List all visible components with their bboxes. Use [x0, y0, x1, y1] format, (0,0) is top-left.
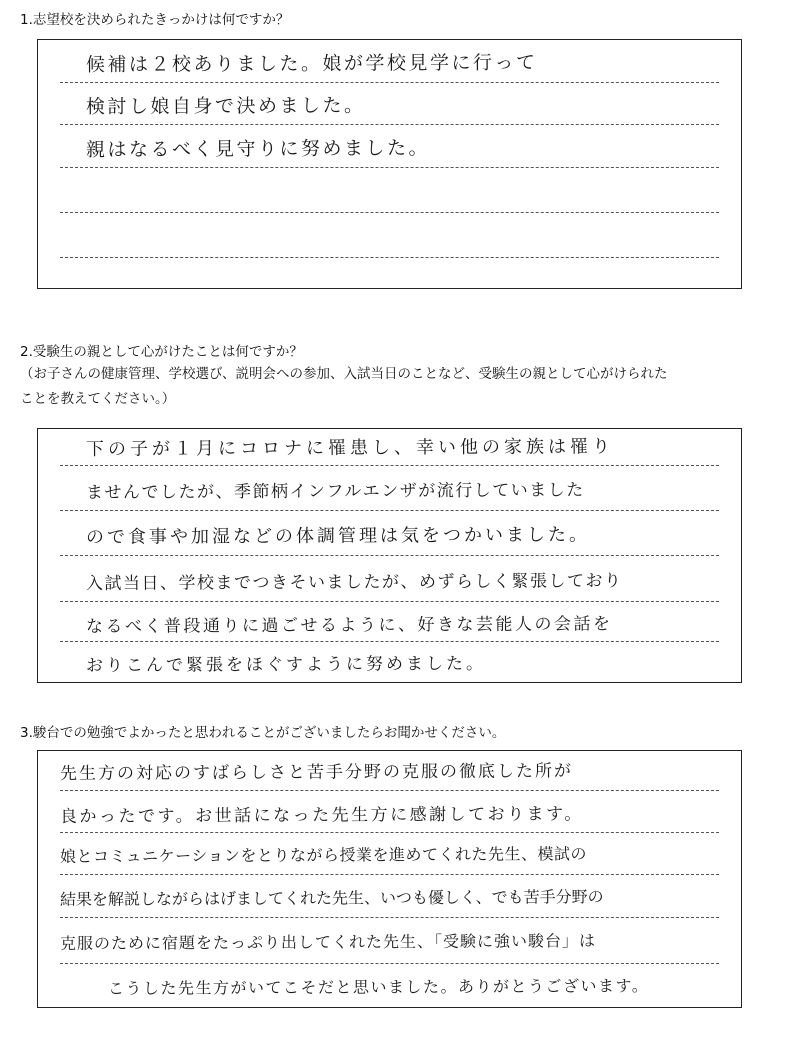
handwritten-answer-line: 入試当日、学校までつきそいましたが、めずらしく緊張しており	[85, 571, 623, 594]
answer-line	[60, 790, 719, 791]
question-1: 1.志望校を決められたきっかけは何ですか？	[20, 12, 290, 28]
answer-line	[60, 601, 719, 602]
answer-line	[60, 465, 719, 466]
handwritten-answer-line: 検討し娘自身で決めました。	[85, 94, 366, 119]
question-2-note-continued: ことを教えてください。）	[20, 391, 176, 407]
answer-box-1	[37, 39, 742, 289]
handwritten-answer-line: 結果を解説しながらはげましてくれた先生、いつも優しく、でも苦手分野の	[59, 887, 604, 909]
answer-line	[60, 963, 719, 964]
handwritten-answer-line: 候補は２校ありました。娘が学校見学に行って	[85, 51, 538, 77]
handwritten-answer-line: 下の子が１月にコロナに罹患し、幸い他の家族は罹り	[85, 436, 614, 460]
handwritten-answer-line: おりこんで緊張をほぐすように努めました。	[85, 653, 486, 676]
handwritten-answer-line: こうした先生方がいてこそだと思いました。ありがとうございます。	[107, 976, 650, 998]
answer-line	[60, 917, 719, 918]
answer-line	[60, 555, 719, 556]
answer-line	[60, 257, 719, 258]
answer-line	[60, 874, 719, 875]
answer-box-2	[37, 428, 742, 683]
answer-line	[60, 82, 719, 83]
handwritten-answer-line: なるべく普段通りに過ごせるように、好きな芸能人の会話を	[85, 614, 613, 637]
handwritten-answer-line: 克服のために宿題をたっぷり出してくれた先生、「受験に強い駿台」は	[59, 931, 597, 953]
answer-line	[60, 212, 719, 213]
answer-line	[60, 167, 719, 168]
question-3: 3.駿台での勉強でよかったと思われることがございましたらお聞かせください。	[20, 725, 506, 741]
handwritten-answer-line: ので食事や加湿などの体調管理は気をつかいました。	[85, 524, 590, 548]
handwritten-answer-line: 親はなるべく見守りに努めました。	[85, 137, 431, 162]
question-2-note: （お子さんの健康管理、学校選び、説明会への参加、入試当日のことなど、受験生の親として心がけられた	[20, 366, 668, 382]
answer-line	[60, 641, 719, 642]
answer-line	[60, 832, 719, 833]
question-2: 2.受験生の親として心がけたことは何ですか？	[20, 344, 303, 360]
handwritten-answer-line: 良かったです。お世話になった先生方に感謝しております。	[59, 804, 584, 827]
handwritten-answer-line: ませんでしたが、季節柄インフルエンザが流行していました	[85, 480, 585, 503]
answer-line	[60, 124, 719, 125]
answer-box-3	[37, 750, 742, 1008]
handwritten-answer-line: 娘とコミュニケーションをとりながら授業を進めてくれた先生、模試の	[59, 844, 588, 866]
answer-line	[60, 510, 719, 511]
handwritten-answer-line: 先生方の対応のすばらしさと苦手分野の克服の徹底した所が	[59, 761, 573, 784]
